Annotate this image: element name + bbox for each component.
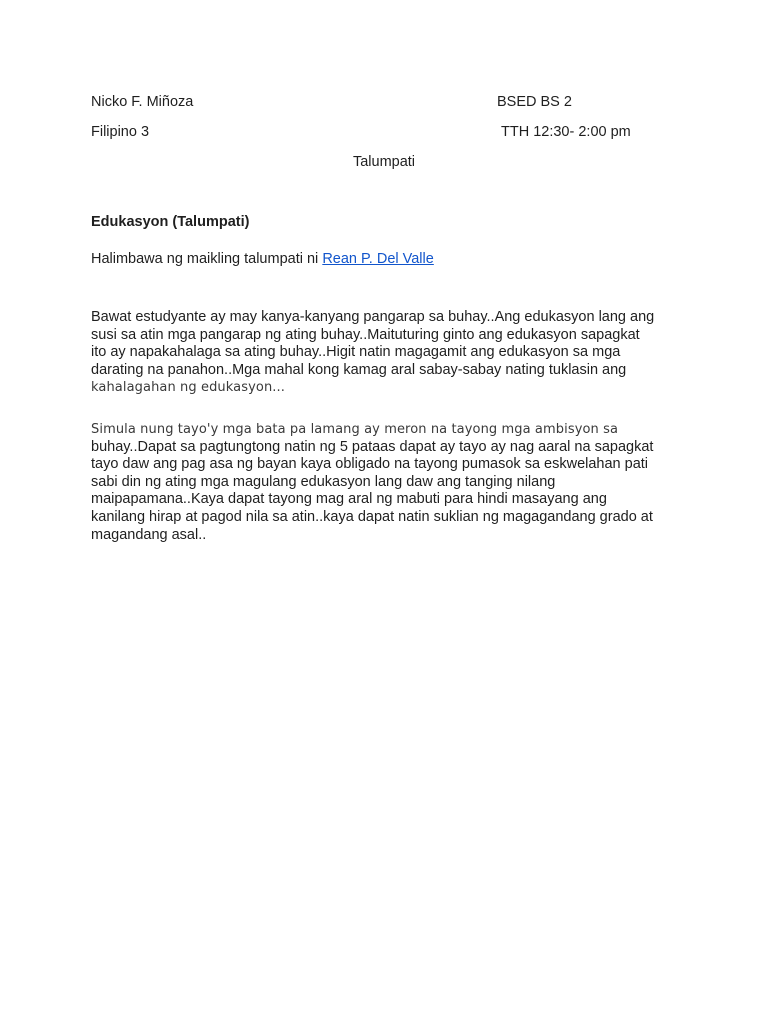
paragraph-1-line: Bawat estudyante ay may kanya-kanyang pangarap sa buhay..Ang edukasyon lang ang: [91, 309, 655, 325]
article-title: Edukasyon (Talumpati): [91, 214, 250, 230]
byline-prefix: Halimbawa ng maikling talumpati ni: [91, 251, 323, 267]
student-name: Nicko F. Miñoza: [91, 94, 194, 110]
paragraph-2-line: kanilang hirap at pagod nila sa atin..kaya dapat natin suklian ng magagandang grado at: [91, 508, 653, 525]
paragraph-1: [91, 309, 691, 397]
document-type-heading: Talumpati: [352, 154, 416, 170]
paragraph-1-line: susi sa atin mga pangarap ng ating buhay..Maituturing ginto ang edukasyon sapagkat: [91, 326, 640, 343]
course-label: BSED BS 2: [497, 94, 572, 110]
paragraph-2-line: sabi din ng ating mga magulang edukasyon lang daw ang tanging nilang: [91, 473, 556, 490]
paragraph-1-line: kahalagahan ng edukasyon...: [91, 380, 285, 396]
paragraph-1-line: ito ay napakahalaga sa ating buhay..Higit natin magagamit ang edukasyon sa mga: [91, 344, 621, 361]
paragraph-2: [91, 421, 691, 544]
schedule-label: TTH 12:30- 2:00 pm: [501, 124, 631, 140]
byline: [91, 250, 434, 268]
paragraph-2-line: magandang asal..: [91, 526, 207, 543]
subject-label: Filipino 3: [91, 124, 150, 140]
paragraph-1-line: darating na panahon..Mga mahal kong kamag aral sabay-sabay nating tuklasin ang: [91, 361, 627, 378]
paragraph-2-line: Simula nung tayo'y mga bata pa lamang ay meron na tayong mga ambisyon sa: [91, 422, 619, 437]
paragraph-2-line: buhay..Dapat sa pagtungtong natin ng 5 pataas dapat ay tayo ay nag aaral na sapagkat: [91, 438, 654, 455]
paragraph-2-line: tayo daw ang pag asa ng bayan kaya obligado na tayong pumasok sa eskwelahan pati: [91, 456, 649, 473]
paragraph-2-line: maipapamana..Kaya dapat tayong mag aral ng mabuti para hindi masayang ang: [91, 491, 607, 508]
author-link[interactable]: Rean P. Del Valle: [322, 251, 434, 267]
